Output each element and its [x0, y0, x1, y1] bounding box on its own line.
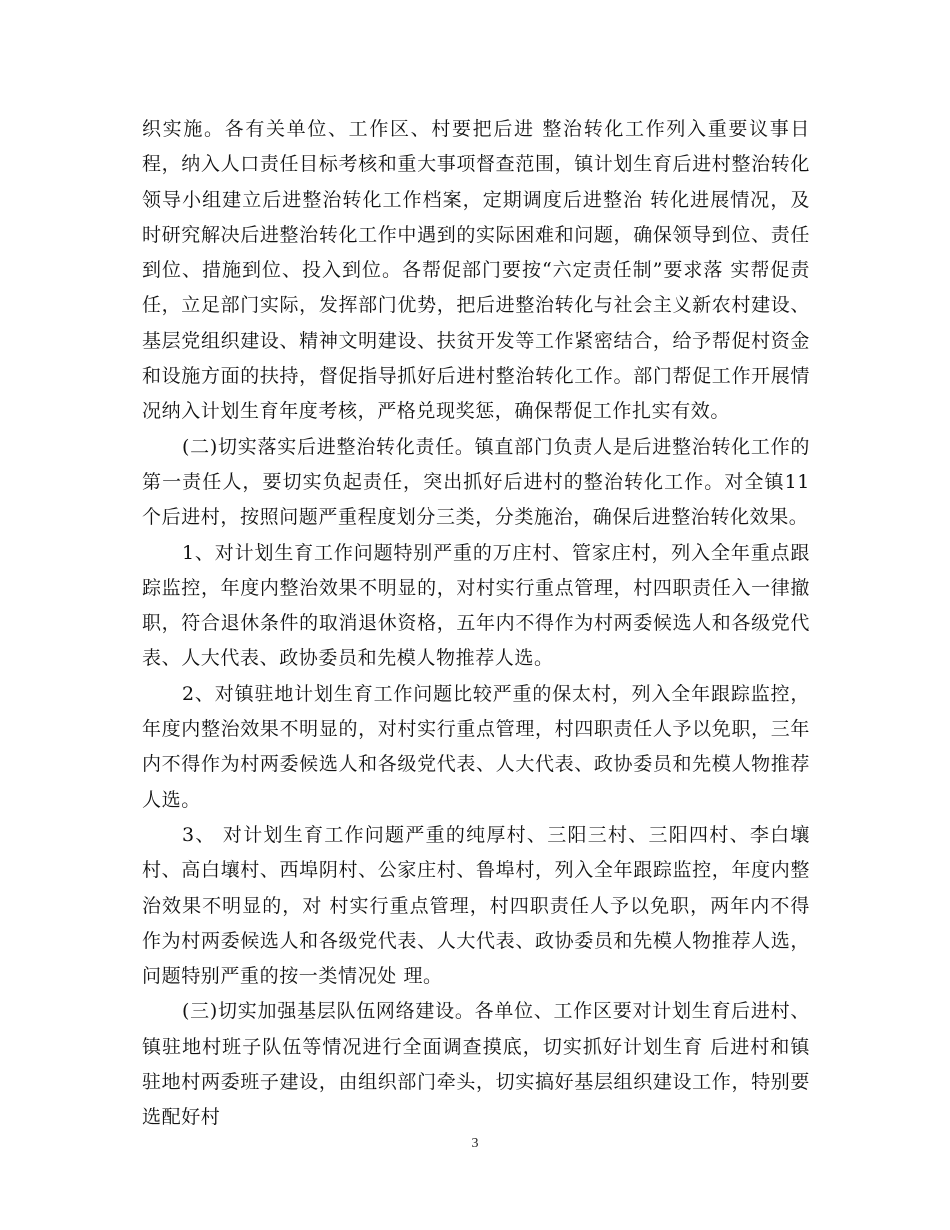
- paragraph-item-three: 3、 对计划生育工作问题严重的纯厚村、三阳三村、三阳四村、李白壤村、高白壤村、西埠阴村、公家庄村、鲁埠村，列入全年跟踪监控，年度内整治效果不明显的，对 村实行重点管理，村四职责任人予以免职，两年内不得作为村两委候选人和各级党代表、人大代表、政协委员和先模人物推荐人选，问题特别严重的按一类情况处 理。: [142, 823, 810, 988]
- paragraph-continuation: 织实施。各有关单位、工作区、村要把后进 整治转化工作列入重要议事日程，纳入人口责任目标考核和重大事项督查范围，镇计划生育后进村整治转化领导小组建立后进整治转化工作档案，定期调度后进整治 转化进展情况，及时研究解决后进整治转化工作中遇到的实际困难和问题，确保领导到位、责任到位、措施到位、投入到位。各帮促部门要按“六定责任制”要求落 实帮促责任，立足部门实际，发挥部门优势，把后进整治转化与社会主义新农村建设、基层党组织建设、精神文明建设、扶贫开发等工作紧密结合，给予帮促村资金 和设施方面的扶持，督促指导抓好后进村整治转化工作。部门帮促工作开展情况纳入计划生育年度考核，严格兑现奖惩，确保帮促工作扎实有效。: [142, 118, 810, 423]
- paragraph-item-one: 1、对计划生育工作问题特别严重的万庄村、管家庄村，列入全年重点跟踪监控，年度内整治效果不明显的，对村实行重点管理，村四职责任入一律撤职，符合退休条件的取消退休资格，五年内不得作为村两委候选人和各级党代表、人大代表、政协委员和先模人物推荐人选。: [142, 541, 810, 670]
- paragraph-section-two: (二)切实落实后进整治转化责任。镇直部门负责人是后进整治转化工作的第一责任人，要切实负起责任，突出抓好后进村的整治转化工作。对全镇11个后进村，按照问题严重程度划分三类，分类施治，确保后进整治转化效果。: [142, 435, 810, 529]
- document-body: [142, 112, 810, 1136]
- page-number: 3: [471, 1136, 479, 1151]
- paragraph-item-two: 2、对镇驻地计划生育工作问题比较严重的保太村，列入全年跟踪监控，年度内整治效果不明显的，对村实行重点管理，村四职责任人予以免职，三年内不得作为村两委候选人和各级党代表、人大代表、政协委员和先模人物推荐人选。: [142, 682, 810, 811]
- paragraph-section-three: (三)切实加强基层队伍网络建设。各单位、工作区要对计划生育后进村、镇驻地村班子队伍等情况进行全面调查摸底，切实抓好计划生育 后进村和镇驻地村两委班子建设，由组织部门牵头，切实搞好基层组织建设工作，特别要选配好村: [142, 1000, 810, 1129]
